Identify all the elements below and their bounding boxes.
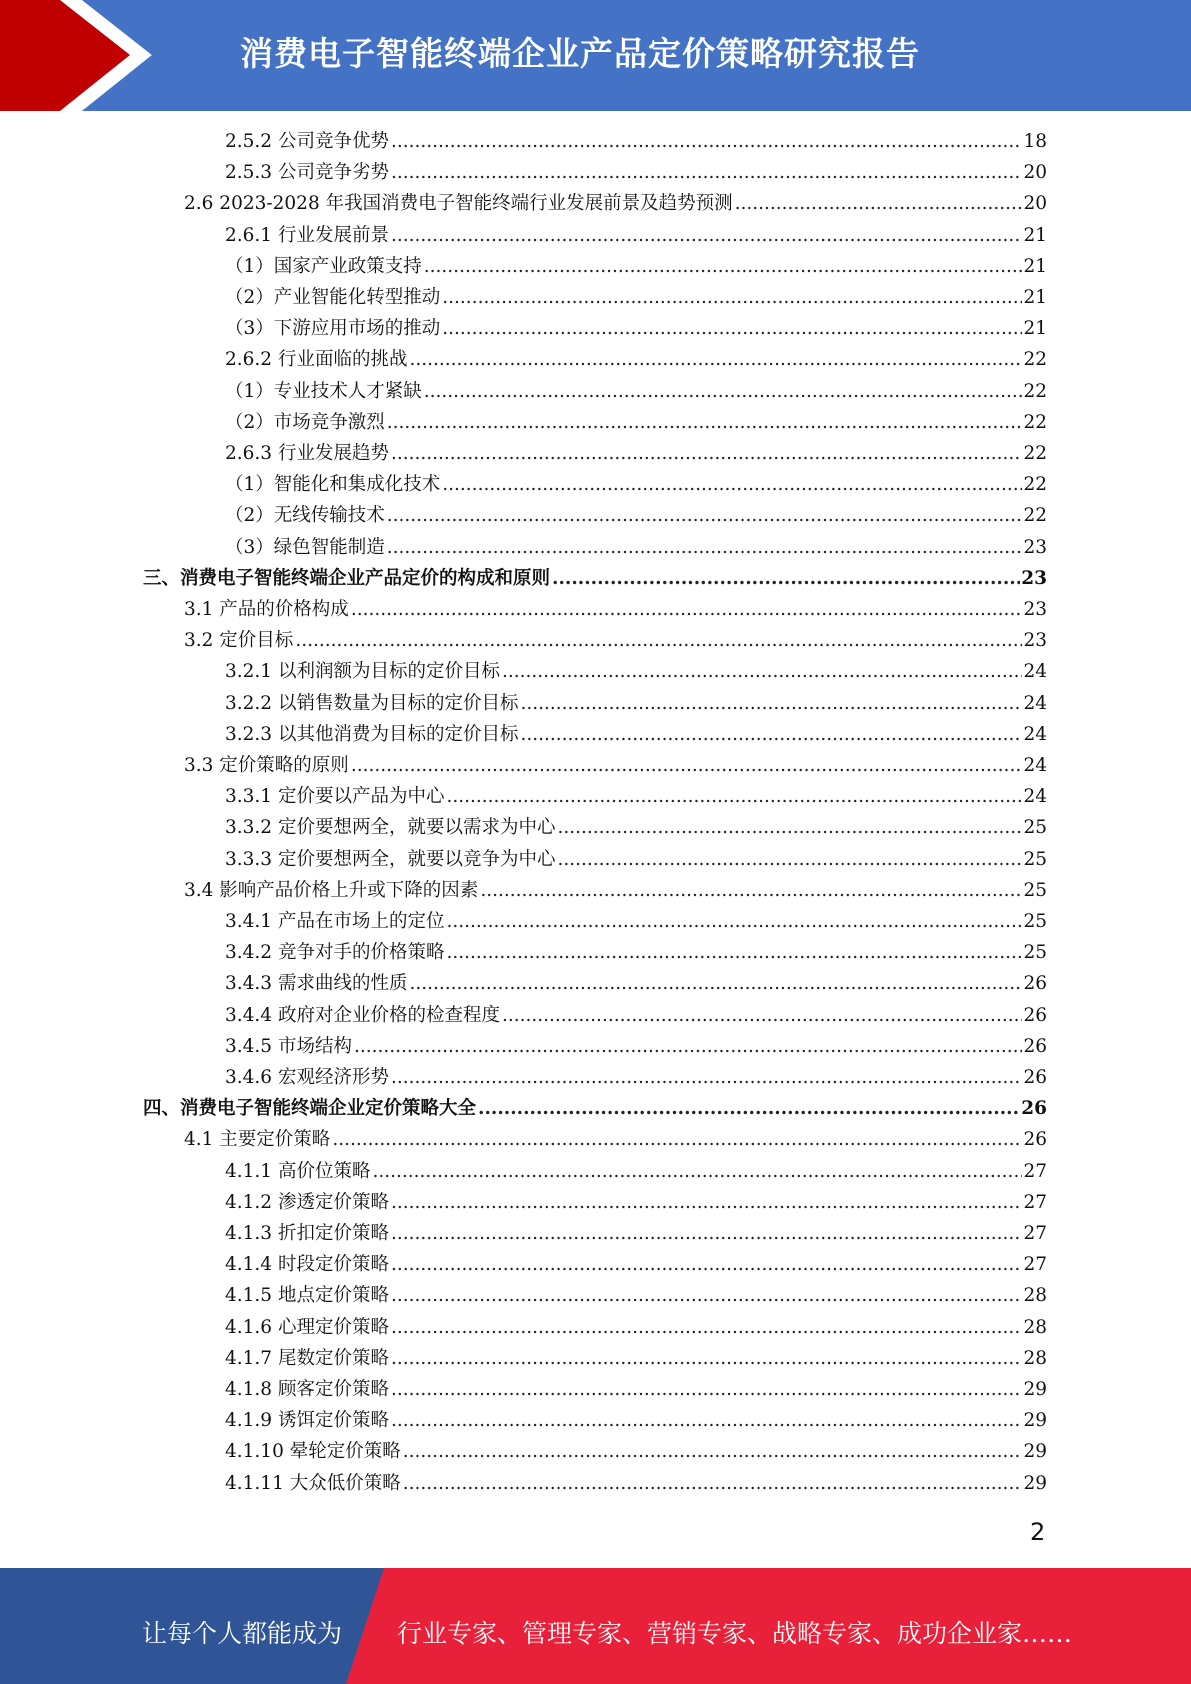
toc-leader-dots <box>403 1468 1023 1499</box>
toc-entry[interactable] <box>225 469 1047 500</box>
toc-entry-page: 20 <box>1023 162 1047 184</box>
toc-entry-title: 2.6.2 行业面临的挑战 <box>225 349 408 371</box>
toc-entry-page: 26 <box>1023 1067 1047 1088</box>
toc-leader-dots <box>391 1343 1022 1374</box>
toc-entry[interactable] <box>225 1374 1047 1405</box>
toc-entry[interactable] <box>225 407 1047 438</box>
toc-leader-dots <box>351 750 1023 781</box>
toc-entry-title: 3.3.3 定价要想两全，就要以竞争为中心 <box>225 848 556 870</box>
toc-leader-dots <box>520 719 1022 750</box>
toc-entry-title: 3.2.2 以销售数量为目标的定价目标 <box>225 692 519 714</box>
toc-entry[interactable] <box>225 157 1047 188</box>
toc-entry-page: 21 <box>1023 287 1047 308</box>
toc-entry-page: 28 <box>1023 1347 1047 1369</box>
page-number: 2 <box>1030 1518 1046 1546</box>
toc-entry-page: 26 <box>1021 1098 1047 1120</box>
toc-leader-dots <box>520 688 1022 719</box>
toc-entry-title: 4.1 主要定价策略 <box>184 1129 331 1151</box>
toc-entry-title: （1）国家产业政策支持 <box>225 255 422 277</box>
toc-entry-title: 2.6.1 行业发展前景 <box>225 224 389 246</box>
footer-slogan-right: 行业专家、管理专家、营销专家、战略专家、成功企业家…… <box>397 1619 1073 1648</box>
toc-leader-dots <box>391 1405 1022 1436</box>
toc-entry-title: （3）绿色智能制造 <box>225 536 385 558</box>
toc-leader-dots <box>351 594 1023 625</box>
toc-entry[interactable] <box>225 1031 1047 1062</box>
toc-entry[interactable] <box>225 220 1047 251</box>
toc-entry-page: 27 <box>1023 1191 1047 1213</box>
toc-entry-title: （3）下游应用市场的推动 <box>225 318 441 340</box>
toc-entry-title: 4.1.7 尾数定价策略 <box>225 1347 389 1369</box>
toc-entry[interactable] <box>225 937 1047 968</box>
toc-leader-dots <box>372 1156 1022 1187</box>
toc-entry-page: 23 <box>1023 630 1047 652</box>
toc-entry-page: 28 <box>1023 1316 1047 1338</box>
toc-leader-dots <box>552 563 1020 594</box>
toc-leader-dots <box>387 407 1023 438</box>
toc-entry-title: （2）市场竞争激烈 <box>225 411 385 433</box>
toc-leader-dots <box>478 1093 1020 1124</box>
toc-entry[interactable] <box>225 1249 1047 1280</box>
toc-entry[interactable] <box>225 1000 1047 1031</box>
toc-leader-dots <box>391 1312 1022 1343</box>
toc-entry-title: 4.1.10 晕轮定价策略 <box>225 1441 401 1463</box>
footer-slogan-left: 让每个人都能成为 <box>142 1619 343 1648</box>
toc-entry-title: 2.5.2 公司竞争优势 <box>225 131 389 152</box>
toc-entry[interactable] <box>184 188 1047 219</box>
toc-leader-dots <box>391 1249 1022 1280</box>
toc-entry[interactable] <box>225 344 1047 375</box>
toc-entry-page: 25 <box>1023 942 1047 964</box>
toc-entry[interactable] <box>225 968 1047 999</box>
toc-entry[interactable] <box>143 563 1047 594</box>
toc-entry[interactable] <box>225 844 1047 875</box>
toc-entry-page: 22 <box>1023 349 1047 371</box>
toc-entry-page: 22 <box>1023 505 1047 527</box>
toc-entry-title: 3.4.1 产品在市场上的定位 <box>225 911 445 932</box>
toc-entry[interactable] <box>225 1343 1047 1374</box>
toc-entry-title: 2.6 2023-2028 年我国消费电子智能终端行业发展前景及趋势预测 <box>184 193 733 215</box>
toc-leader-dots <box>442 282 1022 313</box>
toc-entry-page: 25 <box>1023 911 1047 932</box>
toc-entry-title: 3.4 影响产品价格上升或下降的因素 <box>184 879 479 901</box>
toc-leader-dots <box>446 906 1022 937</box>
toc-entry-title: 四、消费电子智能终端企业定价策略大全 <box>143 1098 477 1120</box>
toc-entry-page: 22 <box>1023 380 1047 402</box>
toc-entry-page: 27 <box>1023 1223 1047 1244</box>
toc-leader-dots <box>409 968 1022 999</box>
toc-entry[interactable] <box>225 906 1047 937</box>
toc-leader-dots <box>295 625 1022 656</box>
toc-leader-dots <box>735 188 1023 219</box>
toc-entry[interactable] <box>184 875 1047 906</box>
toc-entry-title: 3.4.3 需求曲线的性质 <box>225 973 408 995</box>
toc-entry[interactable] <box>225 313 1047 344</box>
toc-leader-dots <box>391 438 1022 469</box>
toc-entry[interactable] <box>225 126 1047 157</box>
toc-entry[interactable] <box>225 1405 1047 1436</box>
toc-leader-dots <box>391 220 1022 251</box>
toc-leader-dots <box>409 344 1022 375</box>
toc-entry-title: （1）智能化和集成化技术 <box>225 474 441 496</box>
toc-entry-page: 18 <box>1023 131 1047 152</box>
toc-entry-title: 3.4.5 市场结构 <box>225 1035 352 1057</box>
toc-entry-page: 25 <box>1023 848 1047 870</box>
toc-entry[interactable] <box>225 438 1047 469</box>
toc-entry[interactable] <box>225 719 1047 750</box>
toc-entry-title: 3.4.6 宏观经济形势 <box>225 1067 389 1088</box>
toc-entry-title: 3.2.3 以其他消费为目标的定价目标 <box>225 723 519 745</box>
toc-entry-title: （1）专业技术人才紧缺 <box>225 380 422 402</box>
toc-leader-dots <box>480 875 1022 906</box>
toc-entry-page: 23 <box>1023 599 1047 620</box>
toc-entry[interactable] <box>225 812 1047 843</box>
toc-leader-dots <box>446 781 1022 812</box>
toc-leader-dots <box>391 1280 1022 1311</box>
toc-leader-dots <box>387 532 1023 563</box>
toc-entry[interactable] <box>184 625 1047 656</box>
toc-entry-title: 3.1 产品的价格构成 <box>184 599 349 620</box>
toc-entry[interactable] <box>225 1218 1047 1249</box>
toc-leader-dots <box>332 1124 1022 1155</box>
toc-entry-title: 3.2.1 以利润额为目标的定价目标 <box>225 661 500 683</box>
toc-entry-page: 26 <box>1023 1035 1047 1057</box>
toc-entry[interactable] <box>184 594 1047 625</box>
toc-leader-dots <box>391 126 1022 157</box>
toc-entry-title: 4.1.1 高价位策略 <box>225 1160 371 1182</box>
toc-entry-page: 27 <box>1023 1254 1047 1276</box>
toc-entry[interactable] <box>225 1436 1047 1467</box>
toc-entry[interactable] <box>225 251 1047 282</box>
toc-entry-title: 4.1.4 时段定价策略 <box>225 1254 389 1276</box>
toc-leader-dots <box>446 937 1022 968</box>
toc-entry-page: 25 <box>1023 817 1047 839</box>
toc-entry-page: 23 <box>1023 536 1047 558</box>
toc-entry-title: （2）产业智能化转型推动 <box>225 287 441 308</box>
toc-leader-dots <box>557 844 1022 875</box>
toc-entry-page: 21 <box>1023 255 1047 277</box>
toc-entry[interactable] <box>225 282 1047 313</box>
toc-entry-page: 22 <box>1023 443 1047 464</box>
toc-entry-title: 2.6.3 行业发展趋势 <box>225 443 389 464</box>
toc-entry-page: 23 <box>1021 567 1047 589</box>
toc-entry[interactable] <box>225 1187 1047 1218</box>
toc-entry-title: 三、消费电子智能终端企业产品定价的构成和原则 <box>143 567 551 589</box>
toc-entry-page: 29 <box>1023 1410 1047 1432</box>
toc-entry[interactable] <box>225 1062 1047 1093</box>
toc-entry-page: 24 <box>1023 661 1047 683</box>
toc-entry-page: 26 <box>1023 1004 1047 1026</box>
toc-entry[interactable] <box>225 688 1047 719</box>
toc-entry-page: 29 <box>1023 1472 1047 1494</box>
toc-leader-dots <box>391 1187 1022 1218</box>
toc-leader-dots <box>391 1218 1022 1249</box>
toc-entry-page: 22 <box>1023 474 1047 496</box>
toc-entry-title: 4.1.6 心理定价策略 <box>225 1316 389 1338</box>
toc-entry-title: 4.1.3 折扣定价策略 <box>225 1223 389 1244</box>
toc-entry-title: 4.1.5 地点定价策略 <box>225 1285 389 1307</box>
toc-leader-dots <box>391 1062 1022 1093</box>
toc-entry-page: 20 <box>1023 193 1047 215</box>
toc-leader-dots <box>442 469 1022 500</box>
toc-entry-page: 27 <box>1023 1160 1047 1182</box>
toc-entry[interactable] <box>225 781 1047 812</box>
toc-leader-dots <box>387 500 1023 531</box>
toc-entry[interactable] <box>225 1280 1047 1311</box>
toc-entry-title: 4.1.2 渗透定价策略 <box>225 1191 389 1213</box>
toc-entry-title: 4.1.11 大众低价策略 <box>225 1472 401 1494</box>
toc-entry-title: 3.3.1 定价要以产品为中心 <box>225 786 445 808</box>
toc-entry-title: 3.4.2 竞争对手的价格策略 <box>225 942 445 964</box>
toc-entry[interactable] <box>143 1093 1047 1124</box>
toc-entry-page: 24 <box>1023 786 1047 808</box>
toc-entry[interactable] <box>225 500 1047 531</box>
toc-leader-dots <box>354 1031 1023 1062</box>
toc-entry[interactable] <box>184 750 1047 781</box>
toc-entry[interactable] <box>225 532 1047 563</box>
toc-entry-title: 4.1.9 诱饵定价策略 <box>225 1410 389 1432</box>
toc-entry[interactable] <box>225 376 1047 407</box>
toc-entry-title: 3.3 定价策略的原则 <box>184 755 349 776</box>
toc-entry-title: 3.3.2 定价要想两全，就要以需求为中心 <box>225 817 556 839</box>
toc-entry-title: 3.2 定价目标 <box>184 630 294 652</box>
toc-entry-page: 24 <box>1023 692 1047 714</box>
toc-entry-page: 26 <box>1023 1129 1047 1151</box>
toc-leader-dots <box>502 1000 1022 1031</box>
toc-entry-title: （2）无线传输技术 <box>225 505 385 527</box>
toc-entry[interactable] <box>184 1124 1047 1155</box>
toc-leader-dots <box>557 812 1022 843</box>
toc-entry-page: 29 <box>1023 1379 1047 1400</box>
report-title: 消费电子智能终端企业产品定价策略研究报告 <box>240 34 920 73</box>
toc-entry-page: 21 <box>1023 318 1047 340</box>
toc-entry-page: 25 <box>1023 879 1047 901</box>
page-footer <box>0 1568 1191 1684</box>
toc-leader-dots <box>403 1436 1023 1467</box>
toc-entry-page: 22 <box>1023 411 1047 433</box>
toc-leader-dots <box>502 656 1022 687</box>
toc-entry-page: 21 <box>1023 224 1047 246</box>
toc-leader-dots <box>424 376 1023 407</box>
toc-entry[interactable] <box>225 1156 1047 1187</box>
toc-entry[interactable] <box>225 1312 1047 1343</box>
toc-entry-page: 26 <box>1023 973 1047 995</box>
toc-entry-title: 3.4.4 政府对企业价格的检查程度 <box>225 1004 500 1026</box>
page-header <box>0 0 1191 111</box>
toc-entry-title: 2.5.3 公司竞争劣势 <box>225 162 389 184</box>
toc-leader-dots <box>391 1374 1022 1405</box>
toc-entry[interactable] <box>225 1468 1047 1499</box>
toc-entry-page: 29 <box>1023 1441 1047 1463</box>
toc-entry[interactable] <box>225 656 1047 687</box>
toc-leader-dots <box>424 251 1023 282</box>
toc-entry-page: 24 <box>1023 755 1047 776</box>
toc-entry-page: 24 <box>1023 723 1047 745</box>
toc-entry-page: 28 <box>1023 1285 1047 1307</box>
toc-entry-title: 4.1.8 顾客定价策略 <box>225 1379 389 1400</box>
toc-leader-dots <box>442 313 1022 344</box>
toc-leader-dots <box>391 157 1022 188</box>
